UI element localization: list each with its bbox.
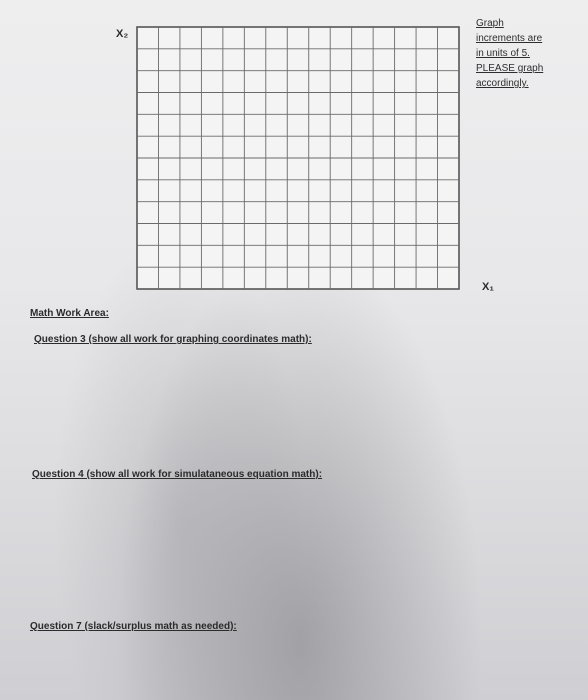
question-7-heading: Question 7 (slack/surplus math as needed):	[30, 621, 237, 632]
note-line-4: PLEASE graph	[476, 63, 544, 74]
graph-instructions-note	[476, 16, 576, 91]
x-axis-label: X₁	[482, 281, 494, 293]
question-3-heading: Question 3 (show all work for graphing coordinates math):	[34, 334, 312, 345]
question-4-heading: Question 4 (show all work for simulataneous equation math):	[32, 469, 323, 480]
note-line-5: accordingly.	[476, 78, 529, 89]
graph-grid	[136, 26, 460, 290]
math-work-area-heading: Math Work Area:	[30, 308, 109, 319]
note-line-1: Graph	[476, 18, 504, 29]
note-line-2: increments are	[476, 33, 543, 44]
note-line-3: in units of 5.	[476, 48, 530, 59]
y-axis-label: X₂	[116, 28, 129, 40]
